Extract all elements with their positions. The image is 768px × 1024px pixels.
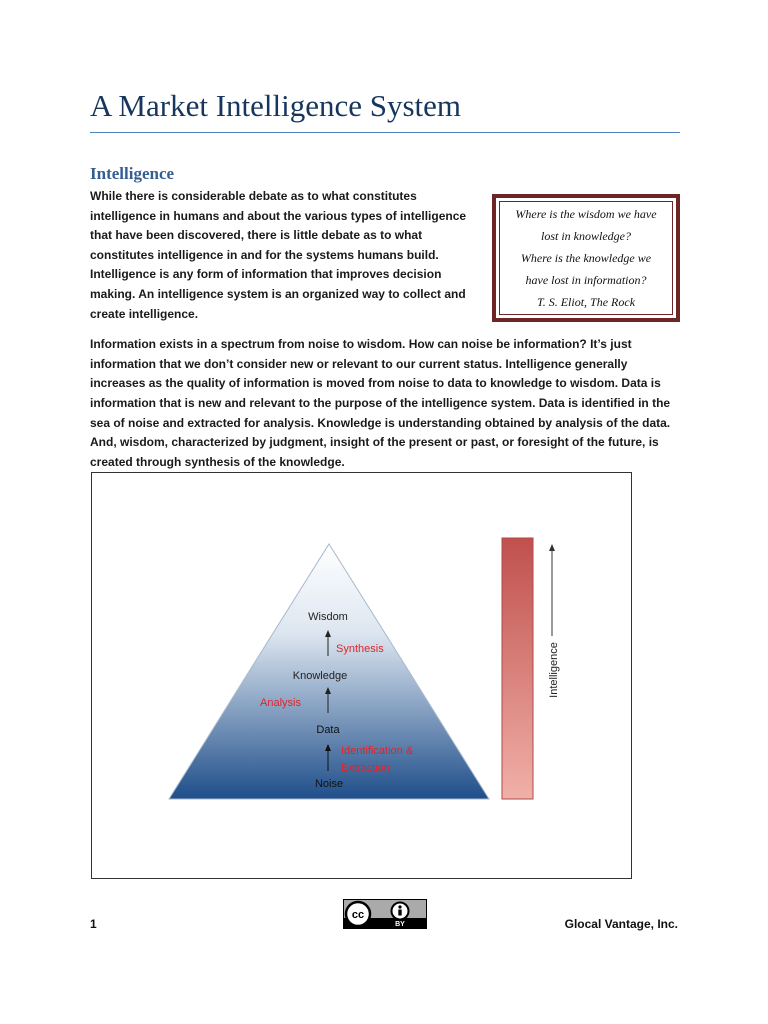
page-number: 1 (90, 917, 97, 931)
page-title: A Market Intelligence System (90, 88, 462, 123)
body-text (90, 187, 680, 483)
level-data: Data (316, 724, 340, 736)
paragraph-2: Information exists in a spectrum from noise to wisdom. How can noise be information? It’s just information that we don’t consider new or relevant to our current status. Intelligence generally increases as the quality of information is moved from noise to data to knowledge to wisdom. Data is information that is new and relevant to the purpose of the intelligence system. Data is identified in the sea of noise and extracted for analysis. Knowledge is understanding obtained by analysis of the data. And, wisdom, characterized by judgment, insight of the present or past, or foresight of the future, is created through synthesis of the knowledge. (90, 337, 671, 469)
intelligence-bar (502, 538, 533, 799)
process-extraction: Extraction (341, 762, 390, 774)
level-knowledge: Knowledge (292, 670, 348, 682)
process-analysis: Analysis (260, 697, 301, 709)
by-text: BY (395, 921, 405, 928)
company-name: Glocal Vantage, Inc. (564, 917, 678, 931)
title-divider (90, 132, 680, 133)
quote-line: lost in knowledge? (541, 229, 631, 243)
process-synthesis: Synthesis (336, 643, 384, 655)
cc-by-icon (344, 900, 426, 928)
quote-line: have lost in information? (525, 273, 647, 287)
quote-line: Where is the knowledge we (520, 251, 652, 265)
quote-line: Where is the wisdom we have (515, 207, 657, 221)
level-noise: Noise (314, 778, 344, 790)
process-identification: Identification & (341, 745, 414, 757)
level-wisdom: Wisdom (308, 611, 348, 623)
cc-text: cc (351, 909, 365, 921)
quote-box (492, 194, 680, 322)
paragraph-1: While there is considerable debate as to what constitutes intelligence in humans and about the various types of intelligence that have been discovered, there is little debate as to what constitutes intelligence in and for the systems humans build. Intelligence is any form of information that improves decision making. An intelligence system is an organized way to collect and create intelligence. (90, 189, 467, 321)
cc-license-badge[interactable] (343, 899, 427, 929)
intelligence-axis-label: Intelligence (548, 642, 560, 698)
section-heading: Intelligence (90, 164, 175, 183)
pyramid-diagram (92, 473, 631, 878)
intelligence-axis-arrow-head (549, 544, 555, 551)
quote-attribution: T. S. Eliot, The Rock (536, 295, 636, 309)
intelligence-pyramid-figure (91, 472, 632, 879)
